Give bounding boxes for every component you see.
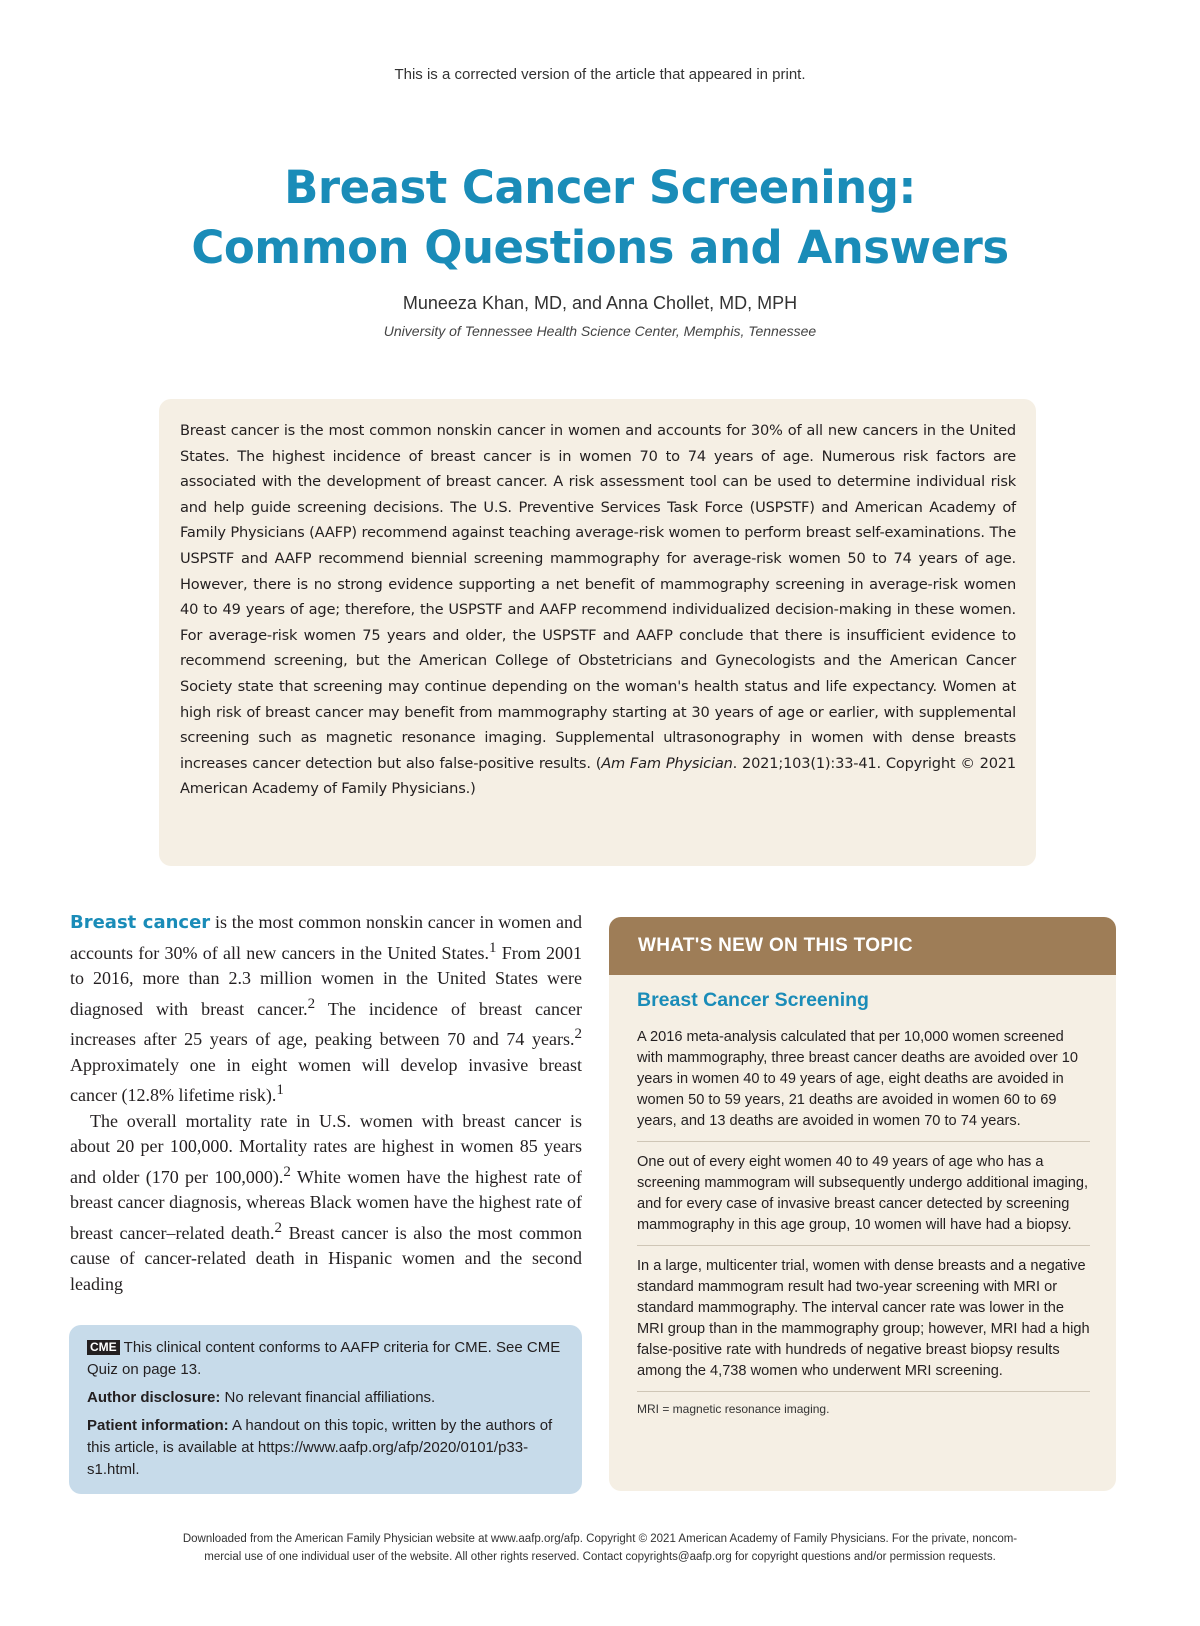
footer-line-1: Downloaded from the American Family Physician website at www.aafp.org/afp. Copyright © 2021 American Academy of Family Physicians. For the private, noncom- [182,1533,1018,1545]
citation-ref[interactable]: 2 [283,1163,291,1180]
abstract-box [159,399,1036,866]
body-column [70,910,582,1297]
citation-ref[interactable]: 2 [274,1219,283,1236]
body-text: The incidence of breast cancer increases after 25 years of age, peaking between 70 and 74 years. [70,998,582,1049]
cme-statement [87,1337,564,1381]
citation-ref[interactable]: 1 [276,1082,284,1098]
whats-new-footnote: MRI = magnetic resonance imaging. [637,1402,830,1416]
article-title [0,158,1200,278]
patient-info-label: Patient information: [87,1417,229,1434]
abstract-text: Breast cancer is the most common nonskin cancer in women and accounts for 30% of all new cancers in the United States. The highest incidence of breast cancer is in women 70 to 74 years of age. Numerous risk factors are associated with the development of breast cancer. A risk assessment tool can be used to determine individual risk and help guide screening decisions. The U.S. Preventive Services Task Force (USPSTF) and American Academy of Family Physicians (AAFP) recommend against teaching average-risk women to perform breast self-examinations. The USPSTF and AAFP recommend biennial screening mammography for average-risk women 50 to 74 years of age. However, there is no strong evidence supporting a net benefit of mammography screening in average-risk women 40 to 49 years of age; therefore, the USPSTF and AAFP recommend individualized decision-making in these women. For average-risk women 75 years and older, the USPSTF and AAFP conclude that there is insufficient evidence to recommend screening, but the American College of Obstetricians and Gynecologists and the American Cancer Society state that screening may continue depending on the woman's health status and life expectancy. Women at high risk of breast cancer may benefit from mammography starting at 30 years of age or earlier, with supplemental screening such as magnetic resonance imaging. Supplemental ultrasonography in women with dense breasts increases cancer detection but also false-positive results. ( [180,422,1016,772]
body-text: Approximately one in eight women will develop invasive breast cancer (12.8% lifetime risk). [70,1054,582,1105]
author-affiliation: University of Tennessee Health Science Center, Memphis, Tennessee [383,323,817,339]
footer-line-2: mercial use of one individual user of the website. All other rights reserved. Contact copyrights@aafp.org for copyright questions and/or permission requests. [204,1551,996,1563]
cme-badge: CME [87,1340,120,1355]
correction-notice: This is a corrected version of the article that appeared in print. [394,66,806,83]
citation-ref[interactable]: 2 [307,995,316,1012]
abstract-citation: . 2021;103(1):33-41. Copyright © 2021 American Academy of Family Physicians.) [180,754,1016,798]
cme-text: This clinical content conforms to AAFP criteria for CME. See CME Quiz on page 13. [87,1339,561,1378]
body-paragraph-1 [70,910,582,1109]
whats-new-content [609,975,1116,1416]
body-text: White women have the highest rate of breast cancer diagnosis, whereas Black women have the highest rate of breast cancer–related death. [70,1166,582,1243]
article-title-line-1: Breast Cancer Screening: [284,161,916,214]
citation-ref[interactable]: 1 [488,939,497,956]
whats-new-header: WHAT'S NEW ON THIS TOPIC [609,917,1116,975]
whats-new-paragraph: In a large, multicenter trial, women with dense breasts and a negative standard mammogram result had two-year screening with MRI or standard mammography. The interval cancer rate was lower in the MRI group than in the mammography group; however, MRI had a high false-positive rate with hundreds of negative breast biopsy results among the 4,738 women who underwent MRI screening. [637,1256,1090,1392]
whats-new-subtitle: Breast Cancer Screening [637,989,869,1011]
body-paragraph-2 [70,1109,582,1298]
disclosure-text: No relevant financial affiliations. [220,1389,436,1406]
body-text: The overall mortality rate in U.S. women with breast cancer is about 20 per 100,000. Mortality rates are highest in women 85 years and older (170 per 100,000). [70,1110,582,1187]
body-text: is the most common nonskin cancer in women and accounts for 30% of all new cancers in the United States. [70,912,582,963]
body-text: From 2001 to 2016, more than 2.3 million women in the United States were diagnosed with breast cancer. [70,942,582,1019]
author-disclosure [87,1387,564,1409]
article-title-line-2: Common Questions and Answers [191,221,1009,274]
cme-info-box [69,1325,582,1494]
disclosure-label: Author disclosure: [87,1389,221,1406]
author-byline: Muneeza Khan, MD, and Anna Chollet, MD, MPH [402,293,798,313]
whats-new-paragraph: One out of every eight women 40 to 49 years of age who has a screening mammogram will subsequently undergo additional imaging, and for every case of invasive breast cancer detected by screening mammography in this age group, 10 women will have had a biopsy. [637,1152,1090,1246]
lead-in: Breast cancer [70,912,211,933]
abstract-journal: Am Fam Physician [601,754,733,772]
body-text: Breast cancer is also the most common cause of cancer-related death in Hispanic women and the second leading [70,1222,582,1294]
patient-information [87,1415,564,1481]
page-footer [50,1530,1150,1566]
citation-ref[interactable]: 2 [574,1026,582,1042]
whats-new-paragraph: A 2016 meta-analysis calculated that per 10,000 women screened with mammography, three breast cancer deaths are avoided over 10 years in women 40 to 49 years of age, eight deaths are avoided in women 50 to 59 years, 21 deaths are avoided in women 60 to 69 years, and 13 deaths are avoided in women 70 to 74 years. [637,1027,1090,1142]
whats-new-box [609,917,1116,1491]
patient-info-text[interactable]: A handout on this topic, written by the authors of this article, is available at https://www.aafp.org/afp/2020/0101/p33-s1.html. [87,1417,553,1478]
